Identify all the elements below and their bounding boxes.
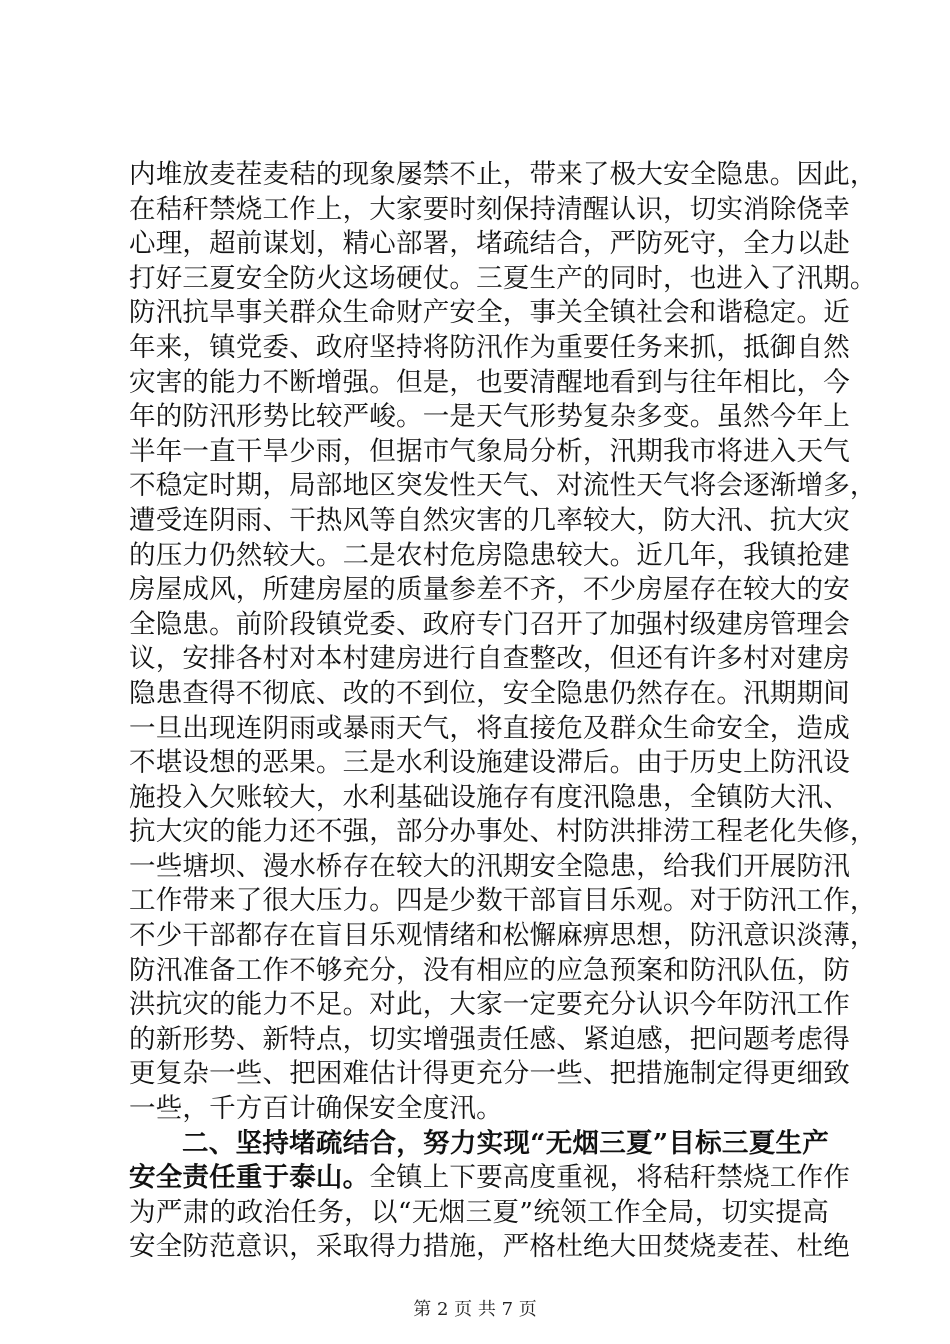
paragraph-line: 打好三夏安全防火这场硬仗。三夏生产的同时，也进入了汛期。 (129, 262, 877, 294)
paragraph-line: 内堆放麦茬麦秸的现象屡禁不止，带来了极大安全隐患。因此， (129, 159, 877, 190)
section-heading-tail: 安全责任重于泰山。 (129, 1162, 370, 1194)
page-footer (0, 1298, 950, 1322)
paragraph-line: 在秸秆禁烧工作上，大家要时刻保持清醒认识，切实消除侥幸 (129, 193, 850, 225)
document-body (129, 158, 877, 1265)
paragraph-line: 年来，镇党委、政府坚持将防汛作为重要任务来抓，抵御自然 (129, 331, 850, 363)
paragraph-line: 施投入欠账较大，水利基础设施存有度汛隐患，全镇防大汛、 (129, 781, 850, 813)
paragraph-line: 一旦出现连阴雨或暴雨天气，将直接危及群众生命安全，造成 (129, 712, 850, 744)
paragraph-line: 灾害的能力不断增强。但是，也要清醒地看到与往年相比，今 (129, 366, 850, 398)
paragraph-line: 更复杂一些、把困难估计得更充分一些、把措施制定得更细致 (129, 1058, 850, 1090)
paragraph-line: 全隐患。前阶段镇党委、政府专门召开了加强村级建房管理会 (129, 608, 850, 640)
paragraph-last-line: 一些，千方百计确保安全度汛。 (129, 1093, 503, 1125)
section-body-start: 全镇上下要高度重视，将秸秆禁烧工作作 (369, 1162, 850, 1194)
paragraph-line: 洪抗灾的能力不足。对此，大家一定要充分认识今年防汛工作 (129, 989, 850, 1021)
paragraph-line: 房屋成风，所建房屋的质量参差不齐，不少房屋存在较大的安 (129, 574, 850, 606)
section-heading-continuation (129, 1161, 850, 1196)
paragraph-line: 不少干部都存在盲目乐观情绪和松懈麻痹思想，防汛意识淡薄， (129, 920, 877, 952)
paragraph-line: 遭受连阴雨、干热风等自然灾害的几率较大，防大汛、抗大灾 (129, 504, 850, 536)
paragraph-line: 防汛抗旱事关群众生命财产安全，事关全镇社会和谐稳定。近 (129, 297, 850, 329)
paragraph-line: 工作带来了很大压力。四是少数干部盲目乐观。对于防汛工作， (129, 885, 877, 917)
paragraph-line: 心理，超前谋划，精心部署，堵疏结合，严防死守，全力以赴 (129, 228, 850, 260)
paragraph-line: 防汛准备工作不够充分，没有相应的应急预案和防汛队伍，防 (129, 954, 850, 986)
paragraph-line: 的新形势、新特点，切实增强责任感、紧迫感，把问题考虑得 (129, 1023, 850, 1055)
paragraph-line: 不堪设想的恶果。三是水利设施建设滞后。由于历史上防汛设 (129, 747, 850, 779)
paragraph-line: 抗大灾的能力还不强，部分办事处、村防洪排涝工程老化失修， (129, 816, 877, 848)
paragraph-line: 的压力仍然较大。二是农村危房隐患较大。近几年，我镇抢建 (129, 539, 850, 571)
paragraph-line: 不稳定时期，局部地区突发性天气、对流性天气将会逐渐增多， (129, 470, 877, 502)
paragraph-line: 为严肃的政治任务，以“无烟三夏”统领工作全局，切实提高 (129, 1196, 829, 1228)
paragraph-line: 隐患查得不彻底、改的不到位，安全隐患仍然存在。汛期期间 (129, 677, 850, 709)
paragraph-line: 安全防范意识，采取得力措施，严格杜绝大田焚烧麦茬、杜绝 (129, 1231, 850, 1263)
paragraph-line: 半年一直干旱少雨，但据市气象局分析，汛期我市将进入天气 (129, 435, 850, 467)
section-heading: 二、坚持堵疏结合，努力实现“无烟三夏”目标三夏生产 (182, 1127, 829, 1159)
paragraph-line: 年的防汛形势比较严峻。一是天气形势复杂多变。虽然今年上 (129, 401, 850, 433)
page-number-label: 第 2 页 共 7 页 (413, 1299, 537, 1320)
paragraph-line: 议，安排各村对本村建房进行自查整改，但还有许多村对建房 (129, 643, 850, 675)
paragraph-line: 一些塘坝、漫水桥存在较大的汛期安全隐患，给我们开展防汛 (129, 850, 850, 882)
